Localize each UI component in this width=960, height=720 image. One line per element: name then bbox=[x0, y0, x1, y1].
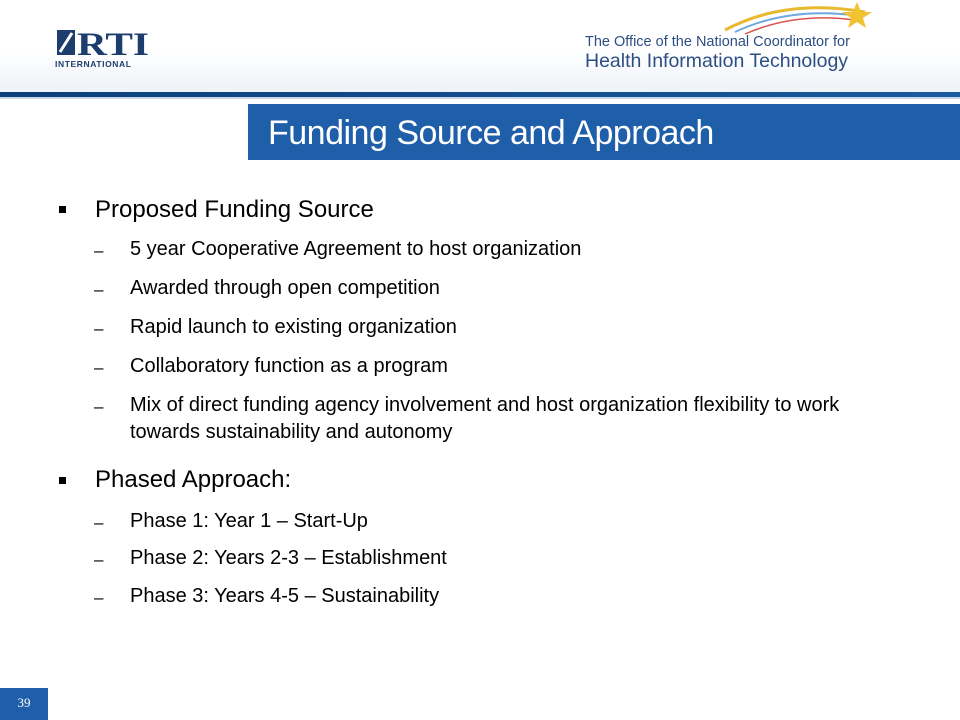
slide-number-box bbox=[0, 688, 48, 720]
slide-title: Funding Source and Approach bbox=[268, 114, 714, 152]
slide-number: 39 bbox=[17, 695, 31, 710]
list-item: Phase 2: Years 2-3 – Establishment bbox=[130, 547, 447, 569]
dash-marker: – bbox=[94, 319, 104, 338]
bullet-square-icon bbox=[59, 200, 69, 220]
list-item: Collaboratory function as a program bbox=[130, 355, 448, 377]
dash-marker: – bbox=[94, 513, 104, 532]
section-heading: Proposed Funding Source bbox=[95, 196, 374, 223]
list-item: Rapid launch to existing organization bbox=[130, 316, 457, 338]
list-item: Mix of direct funding agency involvement and host organization flexibility to work towards sustainability and autonomy bbox=[130, 394, 840, 443]
bullet-square-icon bbox=[59, 471, 69, 491]
dash-marker: – bbox=[94, 397, 104, 416]
list-item: Phase 1: Year 1 – Start-Up bbox=[130, 510, 368, 532]
dash-marker: – bbox=[94, 280, 104, 299]
list-item: Phase 3: Years 4-5 – Sustainability bbox=[130, 585, 440, 607]
dash-marker: – bbox=[94, 588, 104, 607]
list-item: Awarded through open competition bbox=[130, 277, 440, 299]
dash-marker: – bbox=[94, 550, 104, 569]
rti-wordmark: RTI bbox=[77, 27, 149, 59]
onc-logo-line2: Health Information Technology bbox=[585, 50, 849, 72]
dash-marker: – bbox=[94, 358, 104, 377]
section-heading: Phased Approach: bbox=[95, 466, 292, 493]
dash-marker: – bbox=[94, 241, 104, 260]
list-item: 5 year Cooperative Agreement to host organization bbox=[130, 238, 582, 260]
onc-logo-line1: The Office of the National Coordinator for bbox=[585, 34, 850, 50]
rti-logo-subtitle: INTERNATIONAL bbox=[55, 59, 132, 69]
